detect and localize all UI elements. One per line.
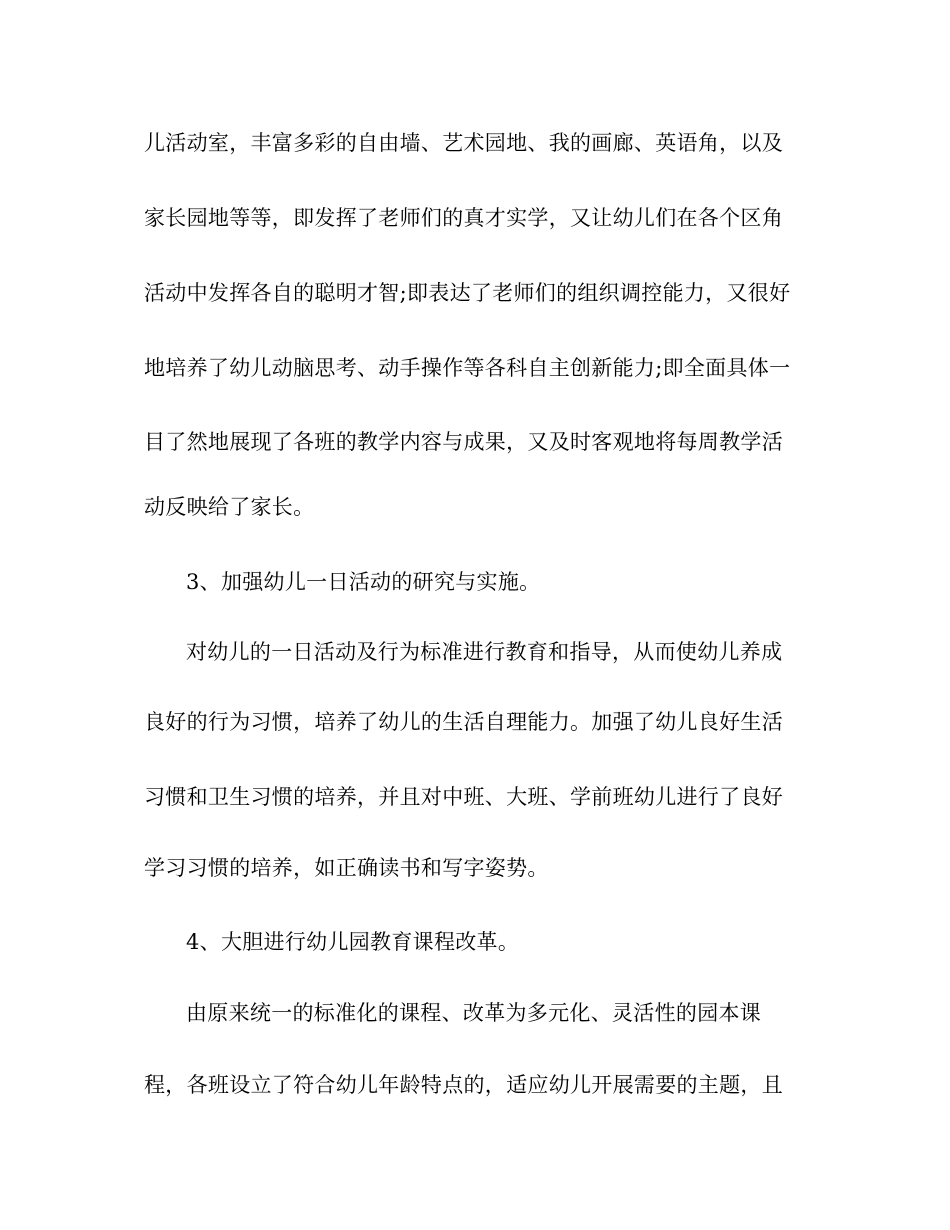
paragraph-line: 儿活动室，丰富多彩的自由墙、艺术园地、我的画廊、英语角，以及 [144, 131, 783, 155]
paragraph-line: 习惯和卫生习惯的培养，并且对中班、大班、学前班幼儿进行了良好 [144, 785, 783, 809]
paragraph-line: 目了然地展现了各班的教学内容与成果，又及时客观地将每周教学活 [144, 430, 783, 454]
paragraph-line: 地培养了幼儿动脑思考、动手操作等各科自主创新能力;即全面具体一 [144, 356, 791, 380]
section-heading: 3、加强幼儿一日活动的研究与实施。 [186, 570, 541, 594]
paragraph-line: 动反映给了家长。 [144, 495, 315, 519]
paragraph-line: 程，各班设立了符合幼儿年龄特点的，适应幼儿开展需要的主题，且 [144, 1073, 783, 1097]
paragraph-line: 良好的行为习惯，培养了幼儿的生活自理能力。加强了幼儿良好生活 [144, 710, 783, 734]
paragraph-line: 活动中发挥各自的聪明才智;即表达了老师们的组织调控能力，又很好 [144, 281, 791, 305]
paragraph-line: 对幼儿的一日活动及行为标准进行教育和指导，从而使幼儿养成 [186, 640, 783, 664]
paragraph-line: 家长园地等等，即发挥了老师们的真才实学，又让幼儿们在各个区角 [144, 206, 783, 230]
section-heading: 4、大胆进行幼儿园教育课程改革。 [186, 930, 520, 954]
paragraph-line: 由原来统一的标准化的课程、改革为多元化、灵活性的园本课 [186, 1001, 762, 1025]
paragraph-line: 学习习惯的培养，如正确读书和写字姿势。 [144, 856, 549, 880]
